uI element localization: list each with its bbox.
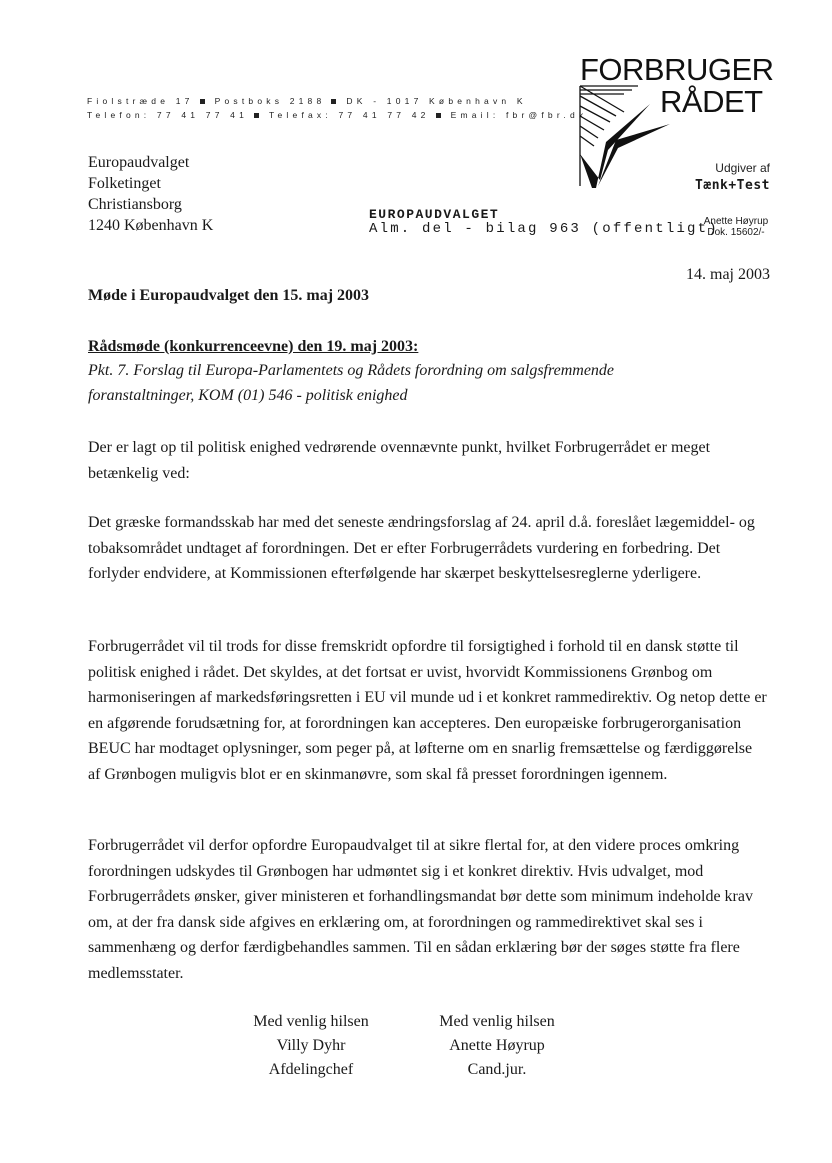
body-paragraph: Forbrugerrådet vil til trods for disse fremskridt opfordre til forsigtighed i forhold til en dansk støtte til politisk enighed i rådet. Det skyldes, at det fortsat er uvist, hvorvidt Kommissionens Grønbog om harmoniseringen af markedsføringsretten i EU vil munde ud i et konkret rammedirektiv. Og netop dette er en afgørende forudsætning for, at forordningen kan accepteres. Den europæiske forbrugerorganisation BEUC har modtaget oplysninger, som peger på, at løfterne om en snarlig fremsættelse og færdiggørelse af Grønbogen muligvis blot er en skinmanøvre, som skal få presset forordningen igennem. (88, 638, 767, 783)
agenda-item-line: Pkt. 7. Forslag til Europa-Parlamentets og Rådets forordning om salgsfremmende (88, 362, 615, 379)
publisher-label: Udgiver af (715, 161, 770, 175)
recipient-line: 1240 København K (88, 217, 214, 234)
recipient-line: Europaudvalget (88, 154, 190, 171)
letter-date: 14. maj 2003 (686, 266, 770, 283)
committee-stamp: EUROPAUDVALGET (369, 207, 500, 222)
recipient-line: Folketinget (88, 175, 161, 192)
council-meeting-heading: Rådsmøde (konkurrenceevne) den 19. maj 2003: (88, 338, 419, 355)
stamp-reference: Alm. del - bilag 963 (offentligt) (369, 221, 719, 237)
address-pobox: Postboks 2188 (214, 96, 326, 106)
signature-title: Cand.jur. (467, 1061, 527, 1078)
body-paragraph: Det græske formandsskab har med det seneste ændringsforslag af 24. april d.å. foreslået lægemiddel- og tobaksområdet undtaget af forordningen. Det er efter Forbrugerrådets vurdering en forbedring. Det forlyder endvidere, at Kommissionen efterfølgende har skærpet beskyttelsesreglerne yderligere. (88, 514, 755, 582)
bullet-separator (436, 113, 441, 118)
bullet-separator (200, 99, 205, 104)
body-paragraph: Forbrugerrådet vil derfor opfordre Europaudvalget til at sikre flertal for, at den videre proces omkring forordningen udskydes til Grønbogen har udmøntet sig i et konkret direktiv. Hvis udvalget, mod Forbrugerrådets ønsker, giver ministeren et forhandlingsmandat bør dette som minimum indeholde krav om, at der fra dansk side afgives en erklæring om, at forordningen og rammedirektivet skal ses i sammenhæng og derfor færdigbehandles sammen. Til en sådan erklæring bør der søges støtte fra flere medlemsstater. (88, 837, 753, 982)
email-address: Email: fbr@fbr.dk (450, 110, 588, 120)
address-city: DK - 1017 København K (346, 96, 527, 106)
signature-closing: Med venlig hilsen (439, 1013, 555, 1030)
agenda-item (88, 358, 688, 408)
bullet-separator (254, 113, 259, 118)
signature-closing: Med venlig hilsen (253, 1013, 369, 1030)
body-paragraph: Der er lagt op til politisk enighed vedrørende ovennævnte punkt, hvilket Forbrugerrådet er meget betænkelig ved: (88, 439, 711, 482)
recipient-address (88, 152, 213, 236)
letterhead-phone (87, 110, 587, 120)
signature-name: Villy Dyhr (276, 1037, 346, 1054)
logo-word-forbruger: FORBRUGER (580, 52, 774, 87)
phone-number: Telefon: 77 41 77 41 (87, 110, 249, 120)
signature-name: Anette Høyrup (449, 1037, 545, 1054)
author-name: Anette Høyrup (703, 216, 769, 227)
logo-word-raadet: RÅDET (660, 84, 763, 119)
signature-block (422, 1010, 572, 1082)
signature-title: Afdelingchef (268, 1061, 354, 1078)
recipient-line: Christiansborg (88, 196, 182, 213)
address-street: Fiolstræde 17 (87, 96, 194, 106)
letterhead-address (87, 96, 527, 106)
signature-block (236, 1010, 386, 1082)
fax-number: Telefax: 77 41 77 42 (269, 110, 430, 120)
agenda-item-line: foranstaltninger, KOM (01) 546 - politisk enighed (88, 387, 408, 404)
letter-subject: Møde i Europaudvalget den 15. maj 2003 (88, 287, 370, 304)
bullet-separator (331, 99, 336, 104)
publisher-brand: Tænk+Test (695, 178, 770, 193)
author-reference (696, 216, 776, 238)
document-number: Dok. 15602/- (707, 227, 765, 238)
